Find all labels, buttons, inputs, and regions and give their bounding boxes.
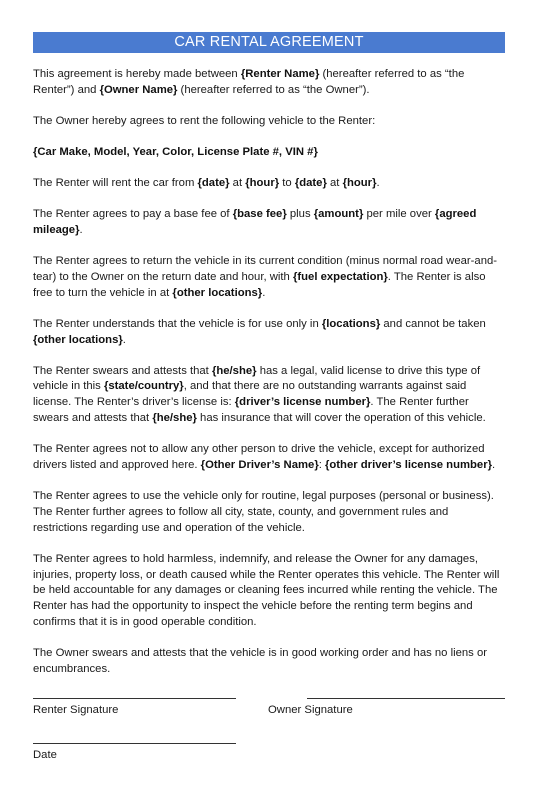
paragraph-text: The Renter agrees to use the vehicle only for routine, legal purposes (personal or business). The Renter further agrees to follow all city, state, county, and government rules and restrictions regarding use and operation of the vehicle. bbox=[33, 490, 494, 534]
placeholder-field: {hour} bbox=[245, 177, 280, 190]
agreement-paragraph bbox=[33, 176, 505, 192]
placeholder-field: {amount} bbox=[313, 208, 364, 221]
owner-signature-label: Owner Signature bbox=[268, 704, 353, 716]
paragraph-text: . The Renter is also free to turn the vehicle in at bbox=[33, 270, 486, 299]
agreement-paragraph bbox=[33, 489, 505, 536]
paragraph-text: and cannot be taken bbox=[380, 317, 486, 330]
paragraph-text: The Renter agrees not to allow any other person to drive the vehicle, except for authorized drivers listed and approved here. bbox=[33, 443, 485, 471]
agreement-paragraph bbox=[33, 207, 505, 239]
agreement-paragraph bbox=[33, 317, 505, 349]
paragraph-text: . bbox=[122, 333, 126, 346]
placeholder-field: {he/she} bbox=[211, 364, 257, 377]
placeholder-field: {date} bbox=[197, 177, 230, 190]
placeholder-field: {agreed mileage} bbox=[33, 208, 477, 236]
date-label: Date bbox=[33, 749, 57, 761]
placeholder-field: {driver’s license number} bbox=[234, 396, 371, 409]
paragraph-text: . bbox=[376, 177, 380, 190]
paragraph-text: : bbox=[318, 458, 325, 471]
renter-signature-label: Renter Signature bbox=[33, 704, 119, 716]
paragraph-text: The Owner hereby agrees to rent the following vehicle to the Renter: bbox=[33, 114, 376, 127]
paragraph-text: . bbox=[492, 458, 496, 471]
paragraph-text: has a legal, valid license to drive this type of vehicle in this bbox=[33, 364, 481, 393]
agreement-paragraph bbox=[33, 552, 505, 631]
placeholder-field: {Other Driver’s Name} bbox=[200, 458, 319, 471]
placeholder-field: {fuel expectation} bbox=[292, 270, 388, 283]
agreement-paragraph bbox=[33, 67, 505, 99]
agreement-paragraph bbox=[33, 364, 505, 427]
placeholder-field: {hour} bbox=[342, 177, 377, 190]
paragraph-text: . The Renter further swears and attests that bbox=[33, 396, 469, 425]
placeholder-field: {Owner Name} bbox=[99, 83, 178, 96]
paragraph-text: The Renter will rent the car from bbox=[33, 177, 198, 190]
paragraph-text: (hereafter referred to as “the Renter”) and bbox=[33, 68, 465, 96]
placeholder-field: {other locations} bbox=[172, 286, 263, 299]
agreement-paragraph bbox=[33, 145, 505, 161]
placeholder-field: {he/she} bbox=[152, 412, 197, 425]
placeholder-field: {Renter Name} bbox=[240, 68, 320, 80]
paragraph-text: . bbox=[262, 286, 266, 299]
paragraph-text: The Owner swears and attests that the vehicle is in good working order and has no liens or encumbrances. bbox=[33, 646, 488, 675]
document-title: CAR RENTAL AGREEMENT bbox=[33, 32, 505, 53]
paragraph-text: plus bbox=[286, 208, 314, 221]
agreement-paragraph bbox=[33, 646, 505, 678]
paragraph-text: The Renter agrees to return the vehicle in its current condition (minus normal road wear-and-tear) to the Owner on the return date and hour, with bbox=[33, 255, 498, 283]
agreement-body bbox=[33, 67, 505, 693]
placeholder-field: {base fee} bbox=[232, 208, 287, 221]
date-line bbox=[33, 743, 236, 744]
paragraph-text: has insurance that will cover the operation of this vehicle. bbox=[196, 412, 486, 425]
agreement-paragraph bbox=[33, 442, 505, 474]
renter-signature-line bbox=[33, 698, 236, 699]
owner-signature-line bbox=[307, 698, 505, 699]
paragraph-text: This agreement is hereby made between bbox=[33, 68, 241, 80]
paragraph-text: (hereafter referred to as “the Owner”). bbox=[177, 83, 370, 96]
paragraph-text: , and that there are no outstanding warrants against said license. The Renter’s driver’s license is: bbox=[33, 380, 467, 409]
paragraph-text: to bbox=[279, 177, 295, 190]
agreement-paragraph bbox=[33, 254, 505, 301]
placeholder-field: {state/country} bbox=[103, 380, 184, 393]
placeholder-field: {locations} bbox=[321, 317, 381, 330]
paragraph-text: at bbox=[229, 177, 246, 190]
paragraph-text: per mile over bbox=[363, 208, 435, 221]
paragraph-text: The Renter agrees to hold harmless, indemnify, and release the Owner for any damages, injuries, property loss, or death caused while the Renter operates this vehicle. The Renter will be held accountable for any damages or cleaning fees incurred while renting the vehicle. The Renter has had the opportunity to inspect the vehicle before the renting term begins and confirms that it is in good operable condition. bbox=[33, 552, 500, 628]
placeholder-field: {Car Make, Model, Year, Color, License Plate #, VIN #} bbox=[33, 145, 318, 158]
paragraph-text: The Renter swears and attests that bbox=[33, 364, 212, 377]
paragraph-text: The Renter agrees to pay a base fee of bbox=[33, 208, 233, 221]
agreement-paragraph bbox=[33, 114, 505, 130]
paragraph-text: The Renter understands that the vehicle is for use only in bbox=[33, 317, 322, 330]
paragraph-text: . bbox=[79, 223, 83, 236]
placeholder-field: {other locations} bbox=[33, 333, 123, 346]
placeholder-field: {date} bbox=[294, 177, 327, 190]
paragraph-text: at bbox=[326, 177, 343, 190]
placeholder-field: {other driver’s license number} bbox=[325, 458, 493, 471]
